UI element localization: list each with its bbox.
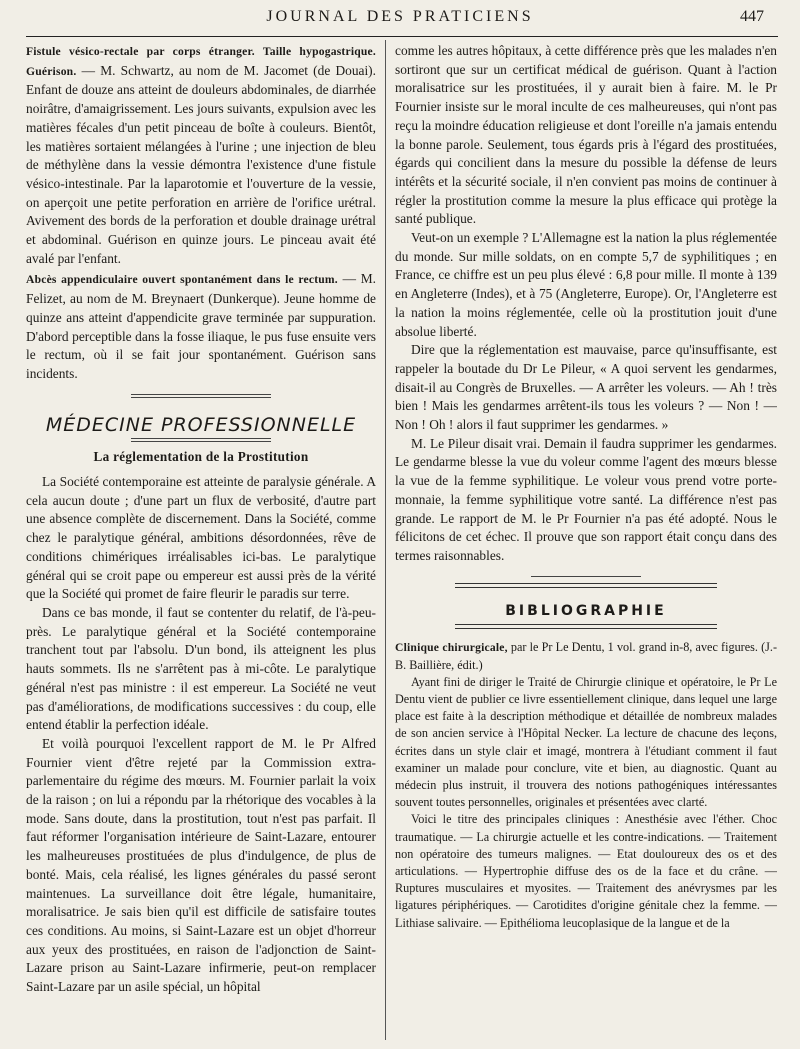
left-column bbox=[26, 42, 376, 1042]
paragraph: La Société contemporaine est atteinte de paralysie générale. A cela aucun doute ; d'une part un flux de verbosité, d'autre part une absence complète de discernement. Dans la Société, comme chez le paralytique général, ambitions désordonnées, rêve de conditions chimériques irréalisables ici-bas. Le paralytique général qui se croit pape ou empereur est aussi près de la vérité que la Société qui promet de faire fleurir le paradis sur terre. bbox=[26, 474, 376, 602]
article-title: La réglementation de la Prostitution bbox=[93, 449, 309, 465]
running-title: JOURNAL DES PRATICIENS bbox=[266, 8, 534, 25]
case-title: Abcès appendiculaire ouvert spontanément dans le rectum. bbox=[26, 273, 338, 287]
book-title: Clinique chirurgicale, bbox=[395, 641, 508, 655]
case-text: — M. Schwartz, au nom de M. Jacomet (de Douai). Enfant de douze ans atteint de douleurs abdominales, de diarrhée noirâtre, d'amaigrissement. Les jours suivants, expulsion avec les matières fécales d'un petit pinceau de boîte à couleurs. Bientôt, les matières sortaient mélangées à l'urine ; une injection de bleu de méthylène dans la vessie démontra l'existence d'une fistule vésico-intestinale. Par la laparotomie et l'ouverture de la vessie, on aperçoit une petite perforation en arrière de l'orifice urétral. Avivement des bords de la perforation et double drainage urétral et abdominal. Guérison en quinze jours. Le pinceau avait été avalé par l'enfant. bbox=[26, 62, 376, 266]
section-separator bbox=[131, 438, 271, 442]
case-report-abces bbox=[26, 270, 376, 383]
case-text: — M. Felizet, au nom de M. Breynaert (Dunkerque). Jeune homme de quinze ans atteint d'appendicite grave terminée par suppuration. D'abord perceptible dans la fosse iliaque, le pus fuse ensuite vers le rectum, où il se fait jour spontanément. Guérison sans incidents. bbox=[26, 271, 376, 381]
review-paragraph: Voici le titre des principales cliniques : Anesthésie avec l'éther. Choc traumatique. — La chirurgie actuelle et les contre-indications. — Traitement non opératoire des tumeurs malignes. — Etat douloureux des os et des articulations. — Hypertrophie diffuse des os de la face et du crâne. — Ruptures musculaires et myosites. — Traitement des anévrysmes par les ligatures périphériques. — Carotidites d'origine génitale chez la femme. — Lithiase salivaire. — Epithélioma leucoplasique de la langue et de la bbox=[395, 812, 777, 930]
case-title: Fistule vésico-rectale par corps étranger. Taille hypogastrique. Guérison. bbox=[26, 45, 376, 78]
paragraph: comme les autres hôpitaux, à cette différence près que les malades n'en sortiront que sur un certificat médical de guérison. Quant à l'action moralisatrice sur les prostituées, il y aurait bien à faire. M. le Pr Fournier insiste sur le moral inculte de ces malheureuses, qui n'ont pas reçu la moindre éducation religieuse et dont l'oreille n'a jamais entendu la bonne parole. Seulement, tous égards pris à l'égard des prostituées, égards qui concilient dans la mesure du possible la défense de leurs intérêts et la sécurité sociale, il n'en convient pas moins de continuer à régler la prostitution comme la mesure la plus efficace qui protège la santé publique. bbox=[395, 43, 777, 227]
header-rule bbox=[26, 36, 778, 37]
paragraph: Dans ce bas monde, il faut se contenter du relatif, de l'à-peu-près. Le paralytique général et la Société contemporaine tranchent tout par l'absolu. D'un bond, ils atteignent les plus hauts sommets. Ils ne s'arrêtent pas à mi-côte. Le paralytique général n'est pas ministre : il est empereur. La Société ne veut pas d'améliorations, de modifications successives : du coup, elle entend établir la perfection idéale. bbox=[26, 604, 376, 733]
review-paragraph: Ayant fini de diriger le Traité de Chirurgie clinique et opératoire, le Pr Le Dentu vient de publier ce livre essentiellement clinique, dans lequel une large place est faite à la description méthodique et détaillée de nombreux malades de son ancien service à l'Hôpital Necker. La lecture de chacune des leçons, écrites dans un style clair et imagé, montrera à l'étudiant comment il faut examiner un malade pour conclure, vite et bien, au diagnostic. Quant au médecin plus instruit, il trouvera des notions pathogéniques intéressantes souvent toutes personnelles, originales et présentées avec clarté. bbox=[395, 674, 777, 810]
right-column bbox=[395, 42, 777, 1042]
column-divider bbox=[385, 40, 386, 1040]
page-header bbox=[0, 0, 800, 36]
bibliography-title: BIBLIOGRAPHIE bbox=[505, 602, 667, 619]
case-report-fistule bbox=[26, 42, 376, 268]
paragraph: M. Le Pileur disait vrai. Demain il faudra supprimer les gendarmes. Le gendarme blesse la vue du voleur comme l'agent des mœurs blesse la vue de la femme syphilitique. Le voleur vous prend votre porte-monnaie, la femme syphilitique votre santé. La différence n'est pas grande. Le rapport de M. le Pr Fournier n'a pas été adopté. Nous le félicitons de cet échec. Il prouve que son rapport était conçu dans des termes raisonnables. bbox=[395, 435, 777, 563]
paragraph: Veut-on un exemple ? L'Allemagne est la nation la plus réglementée du monde. Sur mille soldats, on en compte 5,7 de syphilitiques ; en France, ce chiffre est un peu plus élevé : 6,8 pour mille. Il monte à 139 en Angleterre (Indes), et à 75 (Angleterre, Europe). Or, l'Angleterre est la nation la moins réglementée, celle où la prostitution jouit d'une absolue liberté. bbox=[395, 230, 777, 339]
book-reference bbox=[395, 639, 777, 673]
page-number: 447 bbox=[740, 8, 764, 25]
book-details: par le Pr Le Dentu, 1 vol. grand in-8, avec figures. (J.-B. Baillière, édit.) bbox=[395, 640, 777, 672]
section-separator bbox=[131, 394, 271, 398]
section-title: MÉDECINE PROFESSIONNELLE bbox=[45, 413, 357, 436]
paragraph: Dire que la réglementation est mauvaise, parce qu'insuffisante, est rappeler la boutade du Dr Le Pileur, « A quoi servent les gendarmes, disait-il au Congrès de Bruxelles. — A arrêter les voleurs. — Ah ! très bien ! Mais les gendarmes arrêtent-ils tous les voleurs ? — Non ! — Non ! Oh ! alors il faut supprimer les gendarmes. » bbox=[395, 342, 777, 433]
biblio-frame-bottom bbox=[455, 624, 717, 629]
paragraph: Et voilà pourquoi l'excellent rapport de M. le Pr Alfred Fournier vient d'être rejeté par la Commission extra-parlementaire du régime des mœurs. M. Fournier parlait la voix de la raison ; on lui a répondu par la rhétorique des vocables à la mode. Sans doute, dans la prostitution, tout n'est pas parfait. Il faut réformer l'organisation intérieure de Saint-Lazare, entourer les malheureuses prostituées de plus d'indulgence, de plus de bonté. Mais, cela réalisé, les lignes générales du passé seront maintenues. La surveillance doit être légale, humanitaire, moralisatrice. Je sais bien qu'il est difficile de satisfaire toutes ces conditions. Au moins, si Saint-Lazare est un objet d'horreur aux yeux des prostituées, en raison de l'adjonction de Saint-Lazare prison au Saint-Lazare infirmerie, peut-on remplacer Saint-Lazare par un asile spécial, un hôpital bbox=[26, 735, 376, 995]
biblio-frame-top bbox=[455, 583, 717, 588]
article-end-rule bbox=[531, 576, 641, 577]
